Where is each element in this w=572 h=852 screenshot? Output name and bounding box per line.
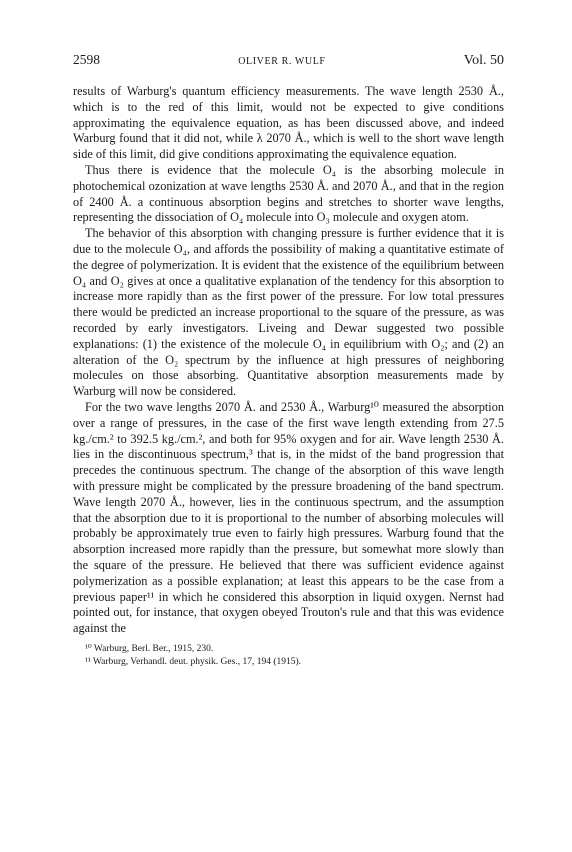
volume-label: Vol. 50	[463, 53, 504, 68]
running-author: OLIVER R. WULF	[238, 56, 326, 67]
page-number: 2598	[73, 52, 100, 67]
journal-page	[73, 52, 504, 669]
paragraph-4: For the two wave lengths 2070 Å. and 2530 Å., Warburg¹⁰ measured the absorption over a range of pressures, in the case of the first wave length extending from 27.5 kg./cm.² to 392.5 kg./cm.², and both for 95% oxygen and for air. Wave length 2530 Å. lies in the discontinuous spectrum,³ that is, in the midst of the band progression that precedes the continuous spectrum. The change of the absorption of this wave length with pressure might be complicated by the pressure broadening of the band spectrum. Wave length 2070 Å., however, lies in the continuous spectrum, and the assumption that the absorption due to it is proportional to the number of absorbing molecules will probably be approximately true even to fairly high pressures. Warburg found that the absorption increased more rapidly than the pressure, but somewhat more slowly than the square of the pressure. He believed that there was sufficient evidence against polymerization as a possible explanation; at least this appears to be the case from a previous paper¹¹ in which he considered this absorption in liquid oxygen. Nernst had pointed out, for instance, that oxygen obeyed Trouton's rule and that this was evidence against the	[73, 399, 504, 636]
running-header	[73, 52, 504, 74]
footnote-10: ¹⁰ Warburg, Berl. Ber., 1915, 230.	[85, 643, 214, 654]
paragraph-2: Thus there is evidence that the molecule O₄ is the absorbing molecule in photochemical ozonization at wave lengths 2530 Å. and 2070 Å., and that in the region of 2400 Å. a continuous absorption begins and stretches to shorter wave lengths, representing the dissociation of O₄ molecule into O₃ molecule and oxygen atom.	[73, 162, 504, 225]
paragraph-3: The behavior of this absorption with changing pressure is further evidence that it is due to the molecule O₄, and affords the possibility of making a quantitative estimate of the degree of polymerization. It is evident that the existence of the equilibrium between O₄ and O₂ gives at once a qualitative explanation of the tendency for this absorption to increase more rapidly than as the first power of the pressure. For low total pressures there would be predicted an increase proportional to the square of the pressure, as was recorded by early investigators. Liveing and Dewar suggested two possible explanations: (1) the existence of the molecule O₄ in equilibrium with O₂; and (2) an alteration of the O₂ spectrum by the influence at high pressures of neighboring molecules on those absorbing. Quantitative absorption measurements made by Warburg will now be considered.	[73, 226, 504, 399]
paragraph-1: results of Warburg's quantum efficiency measurements. The wave length 2530 Å., which is to the red of this limit, would not be expected to give conditions approximating the equivalence equation, as has been discussed above, and indeed Warburg found that it did not, while λ 2070 Å., which is well to the short wave length side of this limit, did give conditions approximating the equivalence equation.	[73, 84, 504, 162]
footnotes	[73, 643, 504, 669]
footnote-11: ¹¹ Warburg, Verhandl. deut. physik. Ges., 17, 194 (1915).	[85, 656, 302, 667]
